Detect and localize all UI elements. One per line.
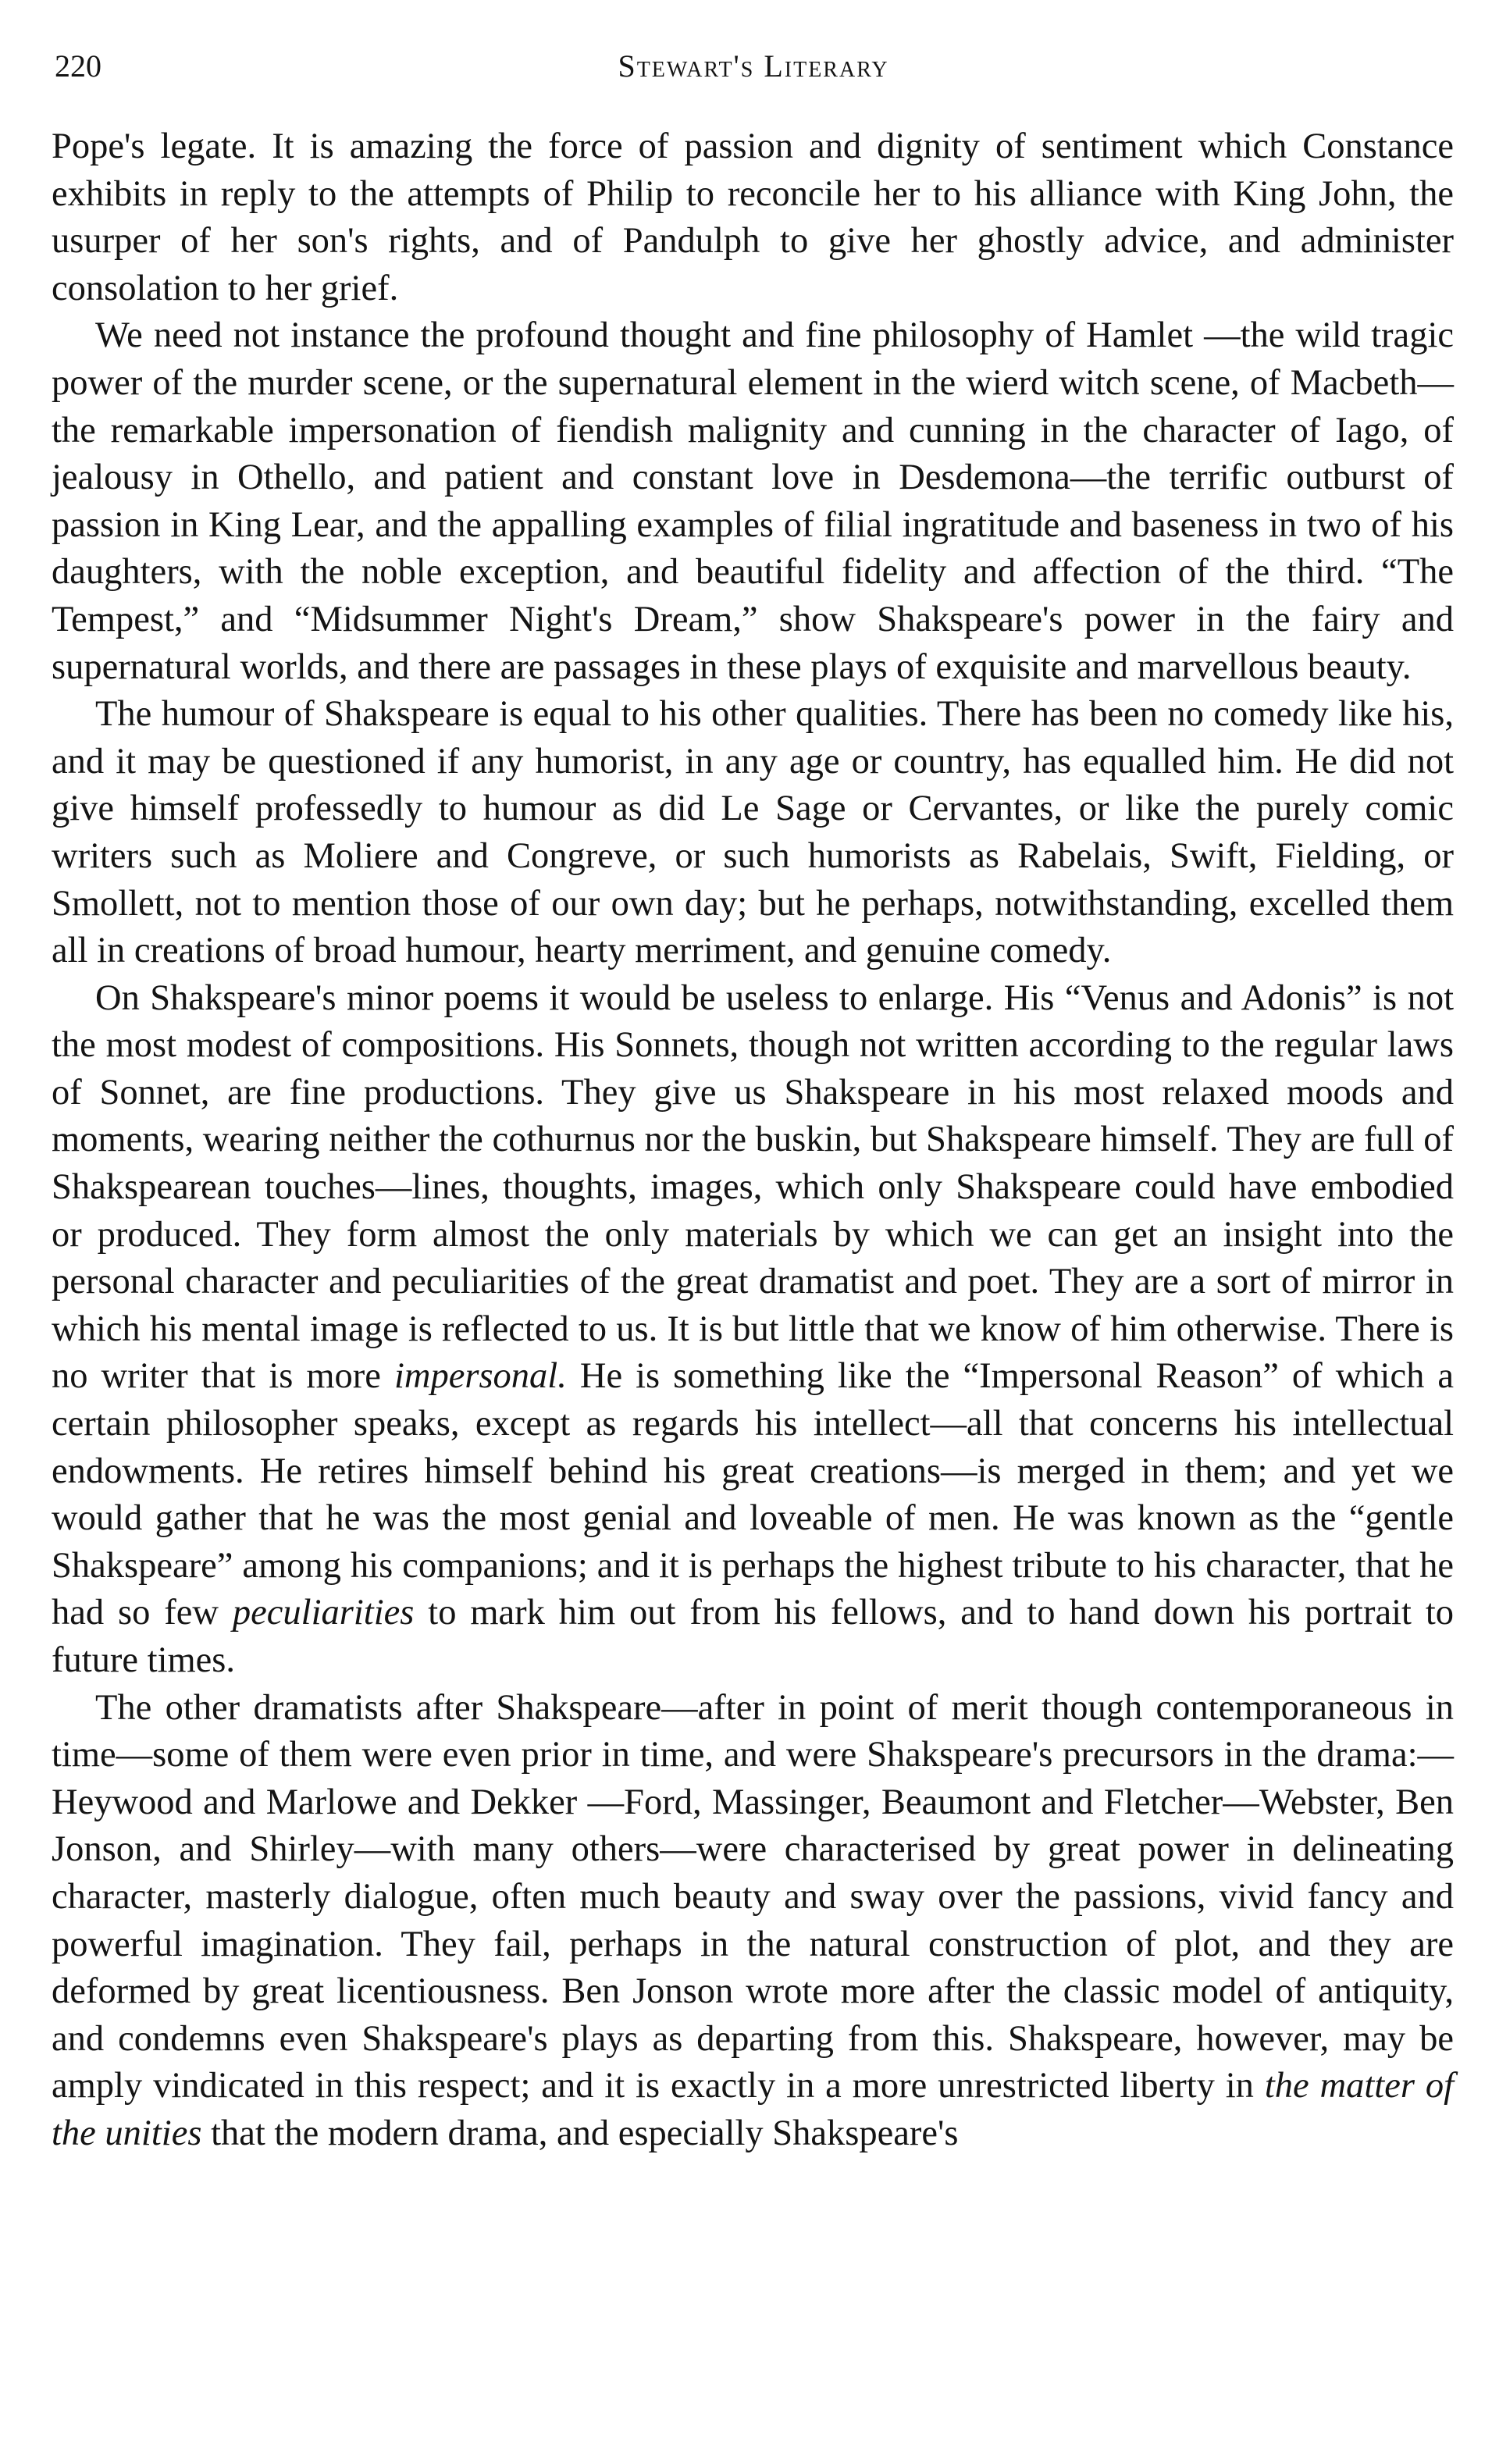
italic-text-run: the matter of the unities (52, 2066, 1454, 2153)
body-text (52, 123, 1454, 2158)
text-run: The humour of Shakspeare is equal to his other qualities. There has been no comedy like his, and it may be questioned if any humorist, in any age or country, has equalled him. He did not give himself professedly to humour as did Le Sage or Cervantes, or like the purely comic writers such as Moliere and Congreve, or such humorists as Rabelais, Swift, Fielding, or Smollett, not to mention those of our own day; but he perhaps, notwithstanding, excelled them all in creations of broad humour, hearty merriment, and genuine comedy. (52, 694, 1454, 971)
text-run: to mark him out from his fellows, and to hand down his portrait to future times. (52, 1593, 1454, 1680)
page-number: 220 (55, 48, 101, 84)
text-run: We need not instance the profound thought and fine philosophy of Hamlet —the wild tragic power of the murder scene, or the supernatural element in the wierd witch scene, of Macbeth—the remarkable impersonation of fiendish malignity and cunning in the character of Iago, of jealousy in Othello, and patient and constant love in Desdemona—the terrific outburst of passion in King Lear, and the appalling examples of filial ingratitude and baseness in two of his daughters, with the noble exception, and beautiful fidelity and affection of the third. “The Tempest,” and “Midsummer Night's Dream,” show Shakspeare's power in the fairy and supernatural worlds, and there are passages in these plays of exquisite and marvellous beauty. (52, 315, 1454, 687)
paragraph (52, 691, 1454, 975)
text-run: On Shakspeare's minor poems it would be useless to enlarge. His “Venus and Adonis” is not the most modest of compositions. His Sonnets, though not written according to the regular laws of Sonnet, are fine productions. They give us Shakspeare in his most relaxed moods and moments, wearing neither the cothurnus nor the buskin, but Shakspeare himself. They are full of Shakspearean touches—lines, thoughts, images, which only Shakspeare could have embodied or produced. They form almost the only materials by which we can get an insight into the personal character and peculiarities of the great dramatist and poet. They are a sort of mirror in which his mental image is reflected to us. It is but little that we know of him otherwise. There is no writer that is more (52, 977, 1454, 1397)
text-run: that the modern drama, and especially Shakspeare's (201, 2113, 959, 2153)
text-run: The other dramatists after Shakspeare—after in point of merit though contemporaneous in time—some of them were even prior in time, and were Shakspeare's precursors in the drama:—Heywood and Marlowe and Dekker —Ford, Massinger, Beaumont and Fletcher—Webster, Ben Jonson, and Shirley—with many others—were characterised by great power in delineating character, masterly dialogue, often much beauty and sway over the passions, vivid fancy and powerful imagination. They fail, perhaps in the natural construction of plot, and they are deformed by great licentiousness. Ben Jonson wrote more after the classic model of antiquity, and condemns even Shakspeare's plays as departing from this. Shakspeare, however, may be amply vindicated in this respect; and it is exactly in a more unrestricted liberty in (52, 1687, 1454, 2106)
italic-text-run: peculiarities (232, 1593, 415, 1633)
running-title: Stewart's Literary (618, 48, 889, 84)
paragraph (52, 312, 1454, 691)
paragraph (52, 975, 1454, 1685)
paragraph (52, 1685, 1454, 2158)
italic-text-run: impersonal. (393, 1356, 567, 1397)
paragraph (52, 123, 1454, 312)
running-head (55, 39, 1452, 94)
text-run: He is something like the “Impersonal Reason” of which a certain philosopher speaks, except as regards his intellect—all that concerns his intellectual endowments. He retires himself behind his great creations—is merged in them; and yet we would gather that he was the most genial and loveable of men. He was known as the “gentle Shakspeare” among his companions; and it is perhaps the highest tribute to his character, that he had so few (52, 1356, 1454, 1633)
text-run: Pope's legate. It is amazing the force of passion and dignity of sentiment which Constance exhibits in reply to the attempts of Philip to reconcile her to his alliance with King John, the usurper of her son's rights, and of Pandulph to give her ghostly advice, and administer consolation to her grief. (52, 126, 1454, 308)
